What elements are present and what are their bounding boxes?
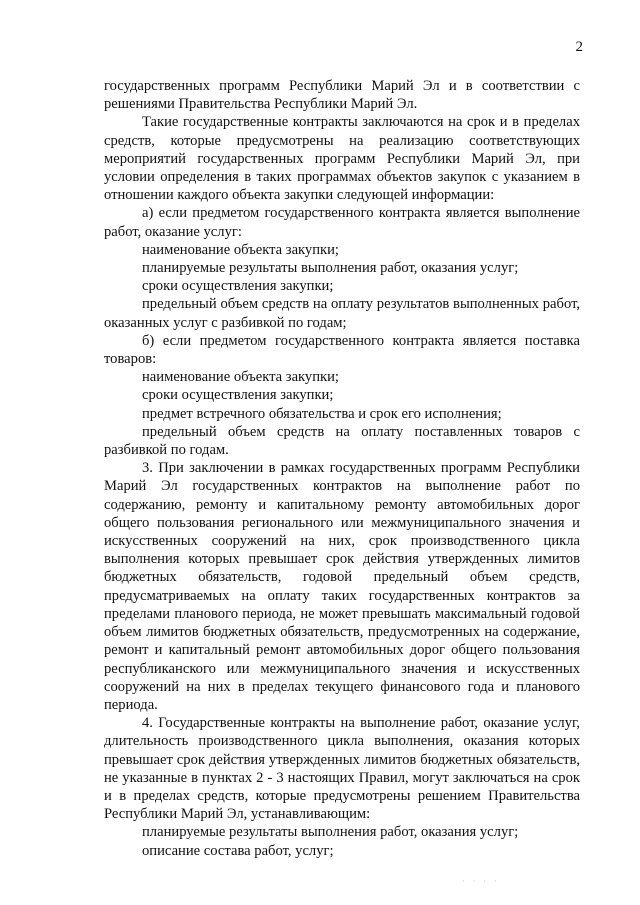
- paragraph: б) если предметом государственного контракта является поставка товаров:: [104, 332, 580, 368]
- list-item: наименование объекта закупки;: [142, 369, 339, 386]
- paragraph: Такие государственные контракты заключаются на срок и в пределах средств, которые предусмотрены на реализацию соответствующих мероприятий государственных программ Республики Марий Эл, при условии определения в таких программах объектов закупок с указанием в отношении каждого объекта закупки следующей информации:: [104, 114, 580, 204]
- paragraph: 4. Государственные контракты на выполнение работ, оказание услуг, длительность производственного цикла выполнения, оказания которых превышает срок действия утвержденных лимитов бюджетных обязательств, не указанные в пунктах 2 - 3 настоящих Правил, могут заключаться на срок и в пределах средств, которые предусмотрены решением Правительства Республики Марий Эл, устанавливающим:: [104, 715, 580, 823]
- list-item: планируемые результаты выполнения работ, оказания услуг;: [142, 824, 519, 841]
- list-item: сроки осуществления закупки;: [142, 278, 334, 295]
- list-item: наименование объекта закупки;: [142, 241, 339, 258]
- scan-artifact-icon: · · · ·: [462, 877, 500, 886]
- list-item: предельный объем средств на оплату поставленных товаров с разбивкой по годам.: [104, 423, 580, 459]
- list-item: описание состава работ, услуг;: [142, 842, 334, 859]
- list-item: предмет встречного обязательства и срок его исполнения;: [142, 405, 502, 422]
- list-item: сроки осуществления закупки;: [142, 387, 334, 404]
- paragraph: 3. При заключении в рамках государственных программ Республики Марий Эл государственных контрактов на выполнение работ по содержанию, ремонту и капитальному ремонту автомобильных дорог общего пользования регионального или межмуниципального значения и искусственных сооружений на них, срок производственного цикла выполнения которых превышает срок действия утвержденных лимитов бюджетных обязательств, годовой предельный объем средств, предусматриваемых на оплату таких государственных контрактов за пределами планового периода, не может превышать максимальный годовой объем лимитов бюджетных обязательств, предусмотренных на содержание, ремонт и капитальный ремонт автомобильных дорог общего пользования республиканского или межмуниципального значения и искусственных сооружений на них в пределах текущего финансового года и планового периода.: [104, 460, 580, 713]
- paragraph: государственных программ Республики Марий Эл и в соответствии с решениями Правительства Республики Марий Эл.: [104, 78, 580, 113]
- page-number: 2: [575, 39, 583, 55]
- paragraph: а) если предметом государственного контракта является выполнение работ, оказание услуг:: [104, 205, 580, 240]
- document-body: [104, 77, 580, 860]
- list-item: предельный объем средств на оплату результатов выполненных работ, оказанных услуг с разбивкой по годам;: [104, 296, 580, 331]
- list-item: планируемые результаты выполнения работ, оказания услуг;: [142, 260, 519, 277]
